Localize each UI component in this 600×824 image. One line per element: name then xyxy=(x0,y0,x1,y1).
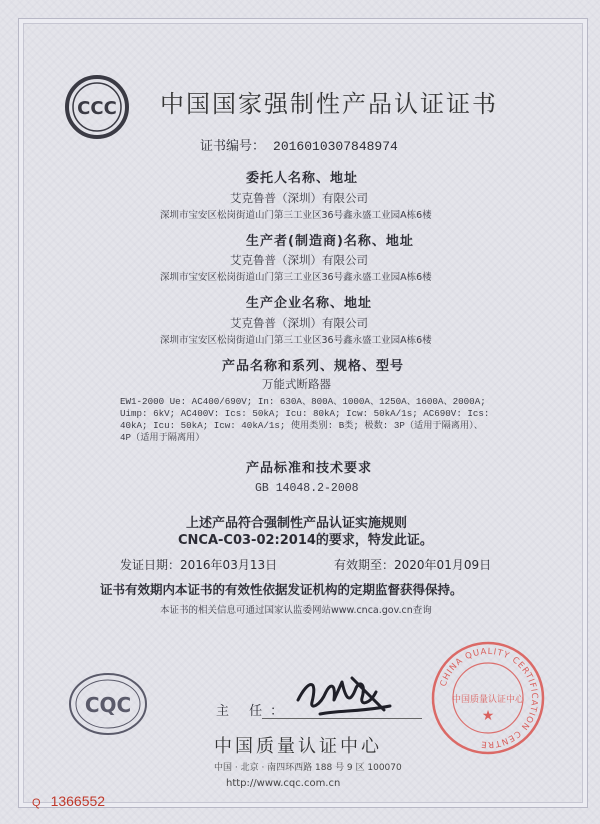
expiry-date xyxy=(334,556,491,573)
issue-date-value: 2016年03月13日 xyxy=(180,558,278,572)
issue-date xyxy=(120,556,277,573)
issuer-address: 中国 · 北京 · 南四环西路 188 号 9 区 100070 xyxy=(214,763,402,773)
factory-address: 深圳市宝安区松岗街道山门第三工业区36号鑫永盛工业园A栋6楼 xyxy=(160,335,432,346)
certificate-number xyxy=(200,135,398,154)
director-label: 主 任： xyxy=(216,704,292,719)
cqc-logo-icon xyxy=(68,672,148,736)
certificate-number-label: 证书编号： xyxy=(200,139,266,154)
issue-date-label: 发证日期： xyxy=(120,558,181,572)
product-heading: 产品名称和系列、规格、型号 xyxy=(222,359,405,374)
stamp-inner-text: 中国质量认证中心 xyxy=(451,695,525,705)
product-name: 万能式断路器 xyxy=(262,377,331,391)
certificate-title: 中国国家强制性产品认证证书 xyxy=(160,90,498,118)
manufacturer-address: 深圳市宝安区松岗街道山门第三工业区36号鑫永盛工业园A栋6楼 xyxy=(160,272,432,283)
standard-heading: 产品标准和技术要求 xyxy=(246,461,373,476)
factory-name: 艾克鲁普（深圳）有限公司 xyxy=(230,316,368,330)
ccc-logo-text: CCC xyxy=(77,98,117,119)
serial-number xyxy=(32,793,105,809)
signature-icon xyxy=(290,670,400,720)
expiry-date-label: 有效期至： xyxy=(334,558,395,572)
svg-text:★: ★ xyxy=(481,708,495,724)
serial-prefix: Q xyxy=(32,797,41,809)
manufacturer-heading: 生产者(制造商)名称、地址 xyxy=(246,234,414,249)
applicant-heading: 委托人名称、地址 xyxy=(246,171,359,186)
cqc-logo-text: CQC xyxy=(84,693,132,717)
compliance-line-1: 上述产品符合强制性产品认证实施规则 xyxy=(186,516,408,531)
certificate-number-value: 2016010307848974 xyxy=(273,139,398,154)
official-seal-stamp xyxy=(430,640,546,756)
issuer-website: http://www.cqc.com.cn xyxy=(226,778,341,789)
query-note: 本证书的相关信息可通过国家认监委网站www.cnca.gov.cn查询 xyxy=(160,605,432,616)
applicant-name: 艾克鲁普（深圳）有限公司 xyxy=(230,191,368,205)
stamp-outer-text: CHINA QUALITY CERTIFICATION CENTRE xyxy=(438,646,540,750)
product-specs: EW1-2000 Ue: AC400/690V; In: 630A、800A、1000A、1250A、1600A、2000A; Uimp: 6kV; AC400V: Ics: 50kA; Icu: 80kA; Icw: 50kA/1s; AC690V: Ics: 40kA; Icu: 50kA; Icw: 40kA/1s; 使用类别: B类; 极数: 3P（适用于隔离用）、4P（适用于隔离用） xyxy=(120,396,490,443)
ccc-logo-icon xyxy=(64,74,130,140)
compliance-line-2: CNCA-C03-02:2014的要求，特发此证。 xyxy=(178,533,433,548)
validity-note: 证书有效期内本证书的有效性依据发证机构的定期监督获得保持。 xyxy=(100,582,463,597)
manufacturer-name: 艾克鲁普（深圳）有限公司 xyxy=(230,253,368,267)
standard-value: GB 14048.2-2008 xyxy=(255,482,359,495)
serial-value: 1366552 xyxy=(50,793,106,809)
expiry-date-value: 2020年01月09日 xyxy=(394,558,492,572)
issuer-center-name: 中国质量认证中心 xyxy=(214,736,382,757)
applicant-address: 深圳市宝安区松岗街道山门第三工业区36号鑫永盛工业园A栋6楼 xyxy=(160,210,432,221)
factory-heading: 生产企业名称、地址 xyxy=(246,296,373,311)
